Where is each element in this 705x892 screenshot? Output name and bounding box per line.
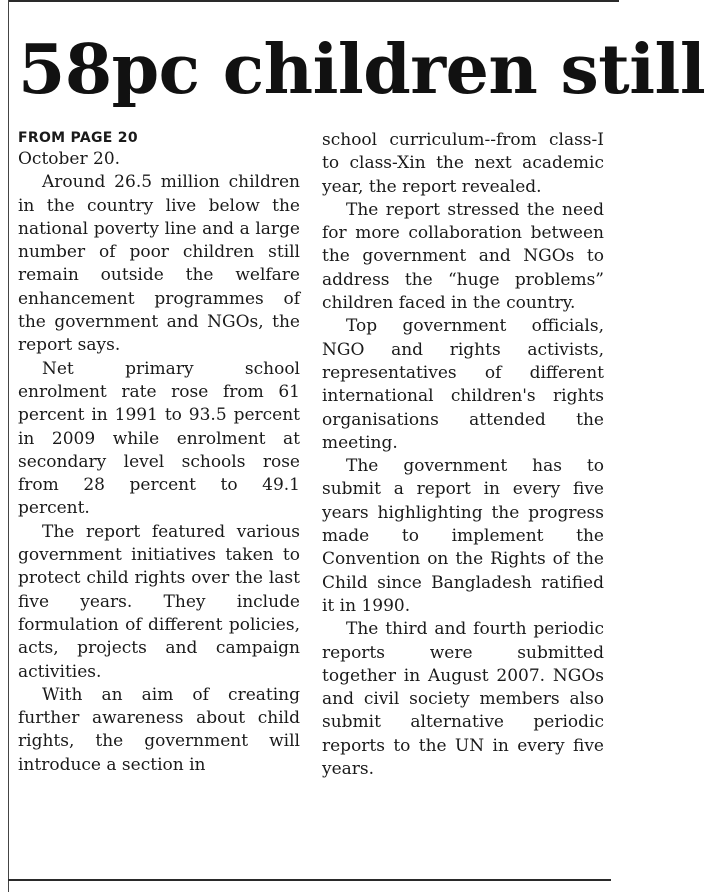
right-column [322,129,604,781]
bottom-rule [8,879,611,881]
dateline-paragraph: October 20. [18,149,121,169]
left-rule [8,0,9,892]
paragraph-initiatives: The report featured various government initiatives taken to protect child rights over the last five years. They include formulation of different policies, acts, projects and campaign activities. [18,521,300,682]
top-rule [8,0,619,2]
paragraph-periodic-reports: The third and fourth periodic reports were submitted together in August 2007. NGOs and civil society members also submit alternative periodic reports to the UN in every five years. [322,619,604,780]
paragraph-enrolment: Net primary school enrolment rate rose from 61 percent in 1991 to 93.5 percent in 2009 while enrolment at secondary level schools rose from 28 percent to 49.1 percent. [18,358,300,519]
paragraph-submission: The government has to submit a report in every five years highlighting the progress made to implement the Convention on the Rights of the Child since Bangladesh ratified it in 1990. [322,456,604,616]
kicker: FROM PAGE 20 [18,130,138,146]
paragraph-collaboration: The report stressed the need for more collaboration between the government and NGOs to address the “huge problems” children faced in the country. [322,199,604,314]
paragraph-poverty: Around 26.5 million children in the country live below the national poverty line and a large number of poor children still remain outside the welfare enhancement programmes of the government and NGOs, the report says. [18,172,300,356]
headline: 58pc children still [18,30,705,110]
left-column [18,128,300,777]
paragraph-attendees: Top government officials, NGO and rights activists, representatives of different international children's rights organisations attended the meeting. [322,316,604,453]
paragraph-curriculum: school curriculum--from class-I to class-Xin the next academic year, the report revealed. [322,130,604,197]
paragraph-awareness: With an aim of creating further awareness about child rights, the government will introduce a section in [18,684,300,775]
